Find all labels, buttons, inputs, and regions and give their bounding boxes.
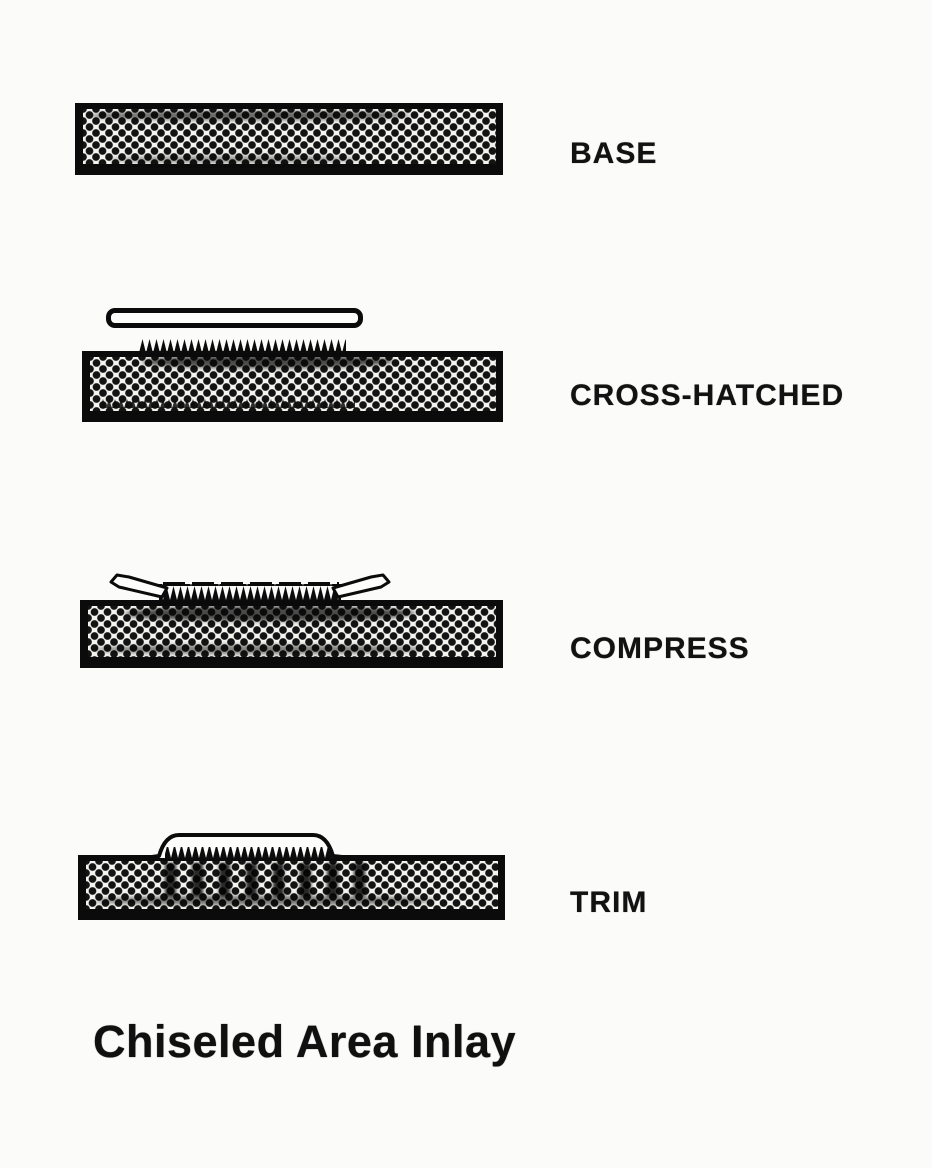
ink-smudge [142, 355, 394, 368]
ink-smudge [125, 606, 415, 621]
page-title: Chiseled Area Inlay [93, 1016, 517, 1067]
stage-label-trim: TRIM [570, 886, 648, 919]
ink-smudge [110, 156, 360, 163]
chisel-fuzz-texture-bottom [100, 399, 355, 408]
pressed-inlay-streaks [165, 863, 365, 897]
ink-smudge [95, 645, 425, 654]
trimmed-inlay-illustration [143, 830, 355, 860]
stage-label-compress: COMPRESS [570, 632, 750, 665]
inlay-strip-illustration [106, 308, 363, 328]
ink-smudge [90, 111, 410, 120]
compressed-strip-illustration [107, 572, 393, 606]
stage-label-cross-hatched: CROSS-HATCHED [570, 379, 845, 412]
ink-smudge [95, 896, 435, 905]
stage-label-base: BASE [570, 137, 658, 170]
chisel-fuzz-texture [139, 339, 346, 353]
